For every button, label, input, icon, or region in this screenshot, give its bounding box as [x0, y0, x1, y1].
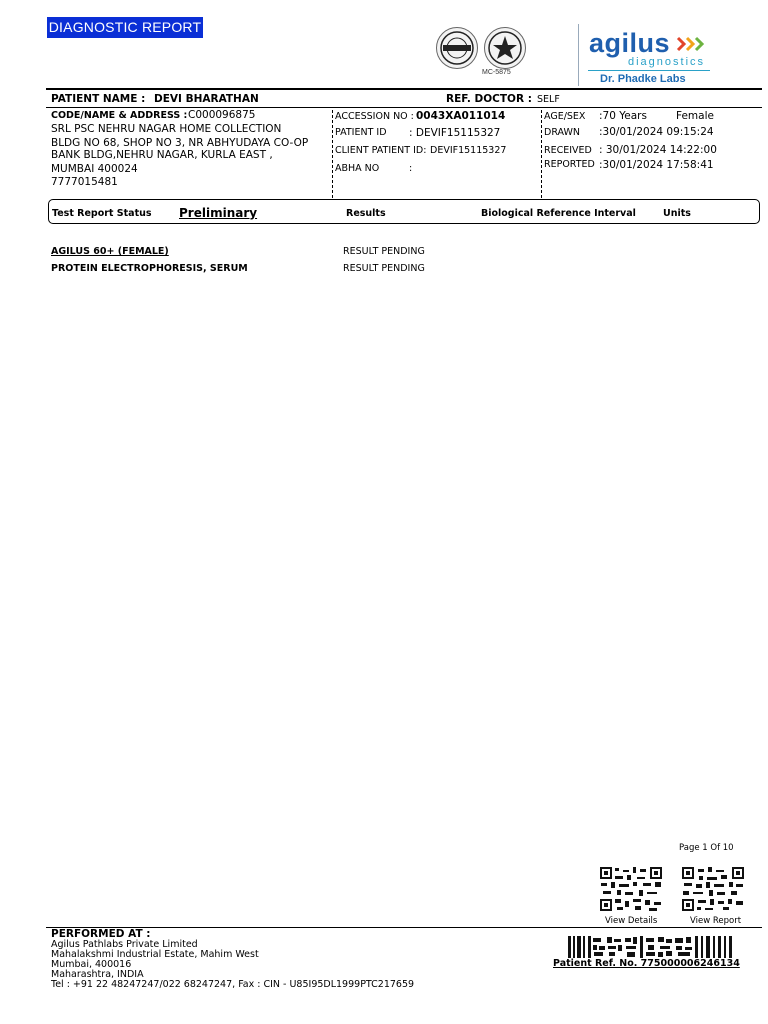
lab-address-line: Maharashtra, INDIA: [51, 969, 144, 980]
patient-id-label: PATIENT ID: [335, 127, 387, 138]
patient-name-label: PATIENT NAME :: [51, 93, 146, 105]
footer-rule: [46, 927, 762, 928]
patient-name: DEVI BHARATHAN: [154, 93, 259, 105]
test-name: PROTEIN ELECTROPHORESIS, SERUM: [51, 263, 248, 274]
report-banner: DIAGNOSTIC REPORT: [47, 17, 203, 38]
sex-value: Female: [676, 110, 714, 122]
accreditation-seals: [434, 25, 530, 71]
test-result: RESULT PENDING: [343, 263, 425, 274]
lab-address-line: Mumbai, 400016: [51, 959, 132, 970]
page-number: Page 1 Of 10: [679, 843, 734, 853]
abha-label: ABHA NO: [335, 163, 380, 174]
accreditation-code: MC-5875: [482, 69, 511, 76]
units-column-header: Units: [663, 208, 691, 219]
view-details-link[interactable]: View Details: [605, 916, 658, 926]
status-value: Preliminary: [179, 206, 258, 220]
ref-doctor-value: SELF: [537, 94, 560, 105]
results-column-header: Results: [346, 208, 386, 219]
lab-contact: Tel : +91 22 48247247/022 68247247, Fax : CIN - U85I95DL1999PTC217659: [51, 979, 415, 990]
ref-doctor-label: REF. DOCTOR :: [446, 93, 532, 105]
header-rule: [46, 88, 762, 90]
lab-name: Agilus Pathlabs Private Limited: [51, 939, 198, 950]
reported-label: REPORTED: [544, 159, 595, 170]
drawn-value: :30/01/2024 09:15:24: [599, 126, 714, 138]
test-result: RESULT PENDING: [343, 246, 425, 257]
client-id: DEVIF15115327: [430, 145, 507, 156]
performed-at-label: PERFORMED AT :: [51, 928, 151, 940]
view-report-qr-icon[interactable]: [681, 866, 745, 912]
lab-address-line: Mahalakshmi Industrial Estate, Mahim West: [51, 949, 259, 960]
test-name: AGILUS 60+ (FEMALE): [51, 246, 169, 257]
report-status-bar: [48, 199, 760, 224]
ilac-mra-seal-icon: [436, 27, 478, 69]
reported-value: :30/01/2024 17:58:41: [599, 159, 714, 171]
patient-id: : DEVIF15115327: [409, 127, 501, 139]
chevron-logo-icon: [676, 36, 706, 56]
column-divider: [541, 110, 542, 198]
code-label: CODE/NAME & ADDRESS :: [51, 110, 188, 121]
logo-rule: [588, 70, 710, 71]
abha-value: :: [409, 163, 413, 174]
client-id-label: CLIENT PATIENT ID:: [335, 145, 427, 156]
received-value: : 30/01/2024 14:22:00: [599, 144, 717, 156]
view-report-link[interactable]: View Report: [690, 916, 742, 926]
view-details-qr-icon[interactable]: [599, 866, 663, 912]
address-line: BLDG NO 68, SHOP NO 3, NR ABHYUDAYA CO-OP: [51, 137, 309, 149]
drawn-label: DRAWN: [544, 127, 581, 138]
phone-number: 7777015481: [51, 176, 118, 188]
patient-rule: [46, 107, 762, 108]
address-line: MUMBAI 400024: [51, 163, 138, 175]
accession-number: 0043XA011014: [416, 110, 506, 122]
age-value: :70 Years: [599, 110, 647, 122]
client-code: C000096875: [188, 109, 256, 121]
nabl-seal-icon: [484, 27, 526, 69]
age-sex-label: AGE/SEX: [544, 111, 586, 122]
logo-divider: [578, 24, 579, 86]
received-label: RECEIVED: [544, 145, 592, 156]
status-label: Test Report Status: [52, 208, 152, 219]
logo-subtitle: diagnostics: [628, 56, 706, 68]
patient-ref-number: Patient Ref. No. 775000006246134: [553, 958, 740, 969]
interval-column-header: Biological Reference Interval: [481, 208, 636, 219]
column-divider: [332, 110, 333, 198]
accession-label: ACCESSION NO :: [335, 111, 414, 122]
address-line: SRL PSC NEHRU NAGAR HOME COLLECTION: [51, 123, 282, 135]
agilus-logo: agilus: [589, 28, 671, 58]
lab-name-logo: Dr. Phadke Labs: [600, 73, 686, 85]
address-line: BANK BLDG,NEHRU NAGAR, KURLA EAST ,: [51, 149, 273, 161]
